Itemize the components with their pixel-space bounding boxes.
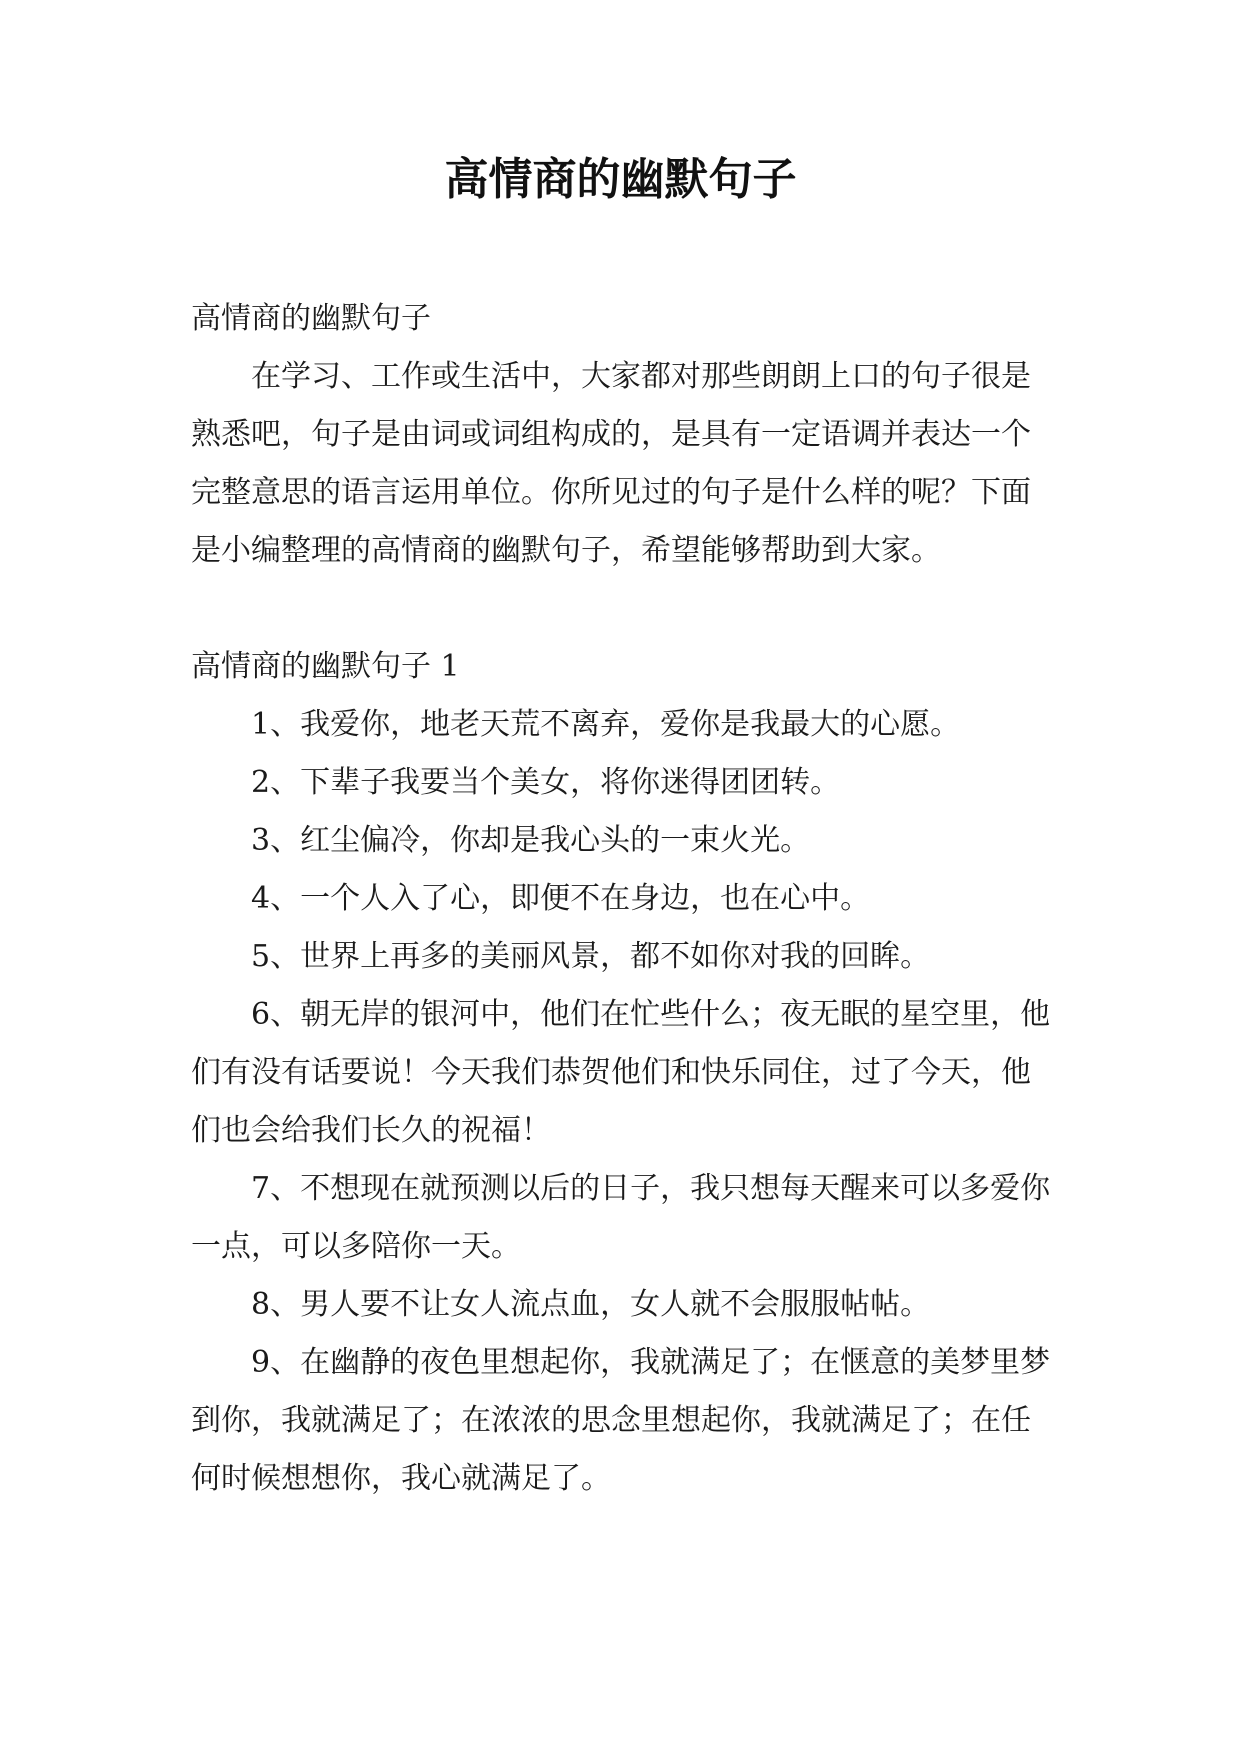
paragraph-spacer (191, 580, 1051, 638)
list-item-6: 6、朝无岸的银河中，他们在忙些什么；夜无眠的星空里，他们有没有话要说！今天我们恭贺他们和快乐同住，过了今天，他们也会给我们长久的祝福！ (191, 997, 1051, 1148)
list-item-2: 2、下辈子我要当个美女，将你迷得团团转。 (251, 765, 841, 800)
list-item-1: 1、我爱你，地老天荒不离弃，爱你是我最大的心愿。 (251, 707, 961, 742)
list-item-4: 4、一个人入了心，即便不在身边，也在心中。 (251, 881, 871, 916)
document-subtitle: 高情商的幽默句子 (191, 301, 431, 336)
list-item-7: 7、不想现在就预测以后的日子，我只想每天醒来可以多爱你一点，可以多陪你一天。 (191, 1171, 1051, 1264)
intro-paragraph: 在学习、工作或生活中，大家都对那些朗朗上口的句子很是熟悉吧，句子是由词或词组构成的，是具有一定语调并表达一个完整意思的语言运用单位。你所见过的句子是什么样的呢？下面是小编整理的高情商的幽默句子，希望能够帮助到大家。 (191, 359, 1031, 568)
list-item-3: 3、红尘偏冷，你却是我心头的一束火光。 (251, 823, 811, 858)
list-item-9: 9、在幽静的夜色里想起你，我就满足了；在惬意的美梦里梦到你，我就满足了；在浓浓的思念里想起你，我就满足了；在任何时候想想你，我心就满足了。 (191, 1345, 1051, 1496)
list-item-5: 5、世界上再多的美丽风景，都不如你对我的回眸。 (251, 939, 931, 974)
list-item-8: 8、男人要不让女人流点血，女人就不会服服帖帖。 (251, 1287, 931, 1322)
document-body (191, 290, 1051, 1508)
document-title: 高情商的幽默句子 (444, 154, 797, 205)
section-heading: 高情商的幽默句子 1 (191, 649, 460, 684)
